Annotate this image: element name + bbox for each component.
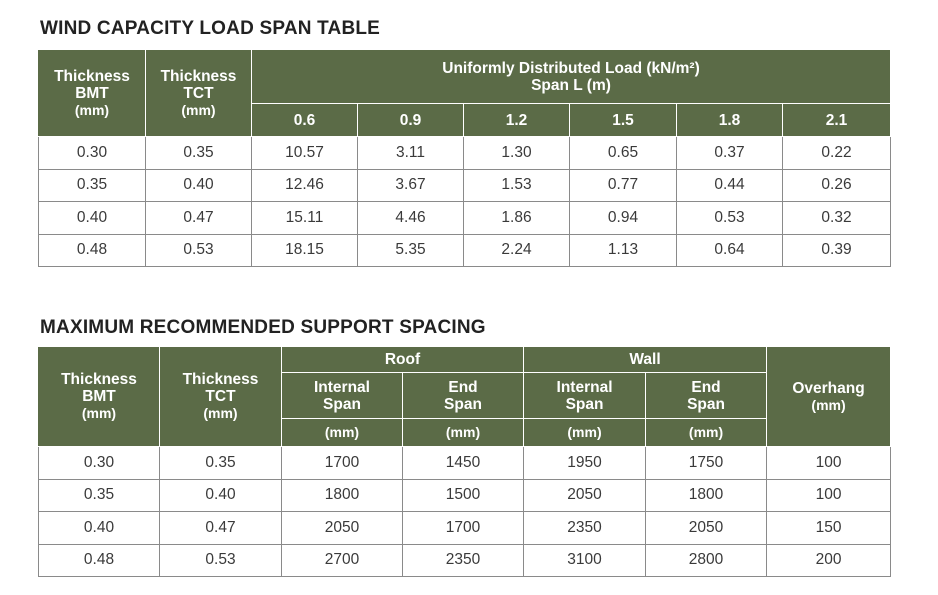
- table-cell: 200: [767, 544, 891, 577]
- unit-wall-end: (mm): [646, 419, 767, 447]
- table-cell: 4.46: [358, 202, 464, 235]
- table-cell: 100: [767, 479, 891, 512]
- table-cell: 1.86: [464, 202, 570, 235]
- table-cell: 10.57: [252, 137, 358, 170]
- table-cell: 0.48: [39, 234, 146, 267]
- table-row: [39, 202, 891, 235]
- support-spacing-body: [39, 447, 891, 577]
- table-cell: 15.11: [252, 202, 358, 235]
- table-cell: 0.37: [677, 137, 783, 170]
- table-cell: 1950: [524, 447, 646, 480]
- table-cell: 150: [767, 512, 891, 545]
- header-wall-internal-span: Internal Span: [524, 373, 646, 419]
- table-row: [39, 479, 891, 512]
- table-cell: 0.30: [39, 137, 146, 170]
- table-cell: 2800: [646, 544, 767, 577]
- table-cell: 2.24: [464, 234, 570, 267]
- header-roof: Roof: [282, 347, 524, 373]
- table-cell: 0.53: [146, 234, 252, 267]
- table-cell: 0.35: [146, 137, 252, 170]
- span-header-cell: 2.1: [783, 104, 891, 137]
- table-cell: 0.65: [570, 137, 677, 170]
- table-cell: 100: [767, 447, 891, 480]
- table-cell: 1800: [282, 479, 403, 512]
- table-cell: 2350: [524, 512, 646, 545]
- table-cell: 0.77: [570, 169, 677, 202]
- table-cell: 2350: [403, 544, 524, 577]
- support-spacing-title: MAXIMUM RECOMMENDED SUPPORT SPACING: [40, 317, 486, 338]
- table-cell: 2050: [524, 479, 646, 512]
- table-cell: 0.53: [160, 544, 282, 577]
- table-cell: 0.40: [146, 169, 252, 202]
- table-cell: 1500: [403, 479, 524, 512]
- header-wall-end-span: End Span: [646, 373, 767, 419]
- header-udl-group: Uniformly Distributed Load (kN/m²) Span L (m): [252, 50, 891, 104]
- table-cell: 12.46: [252, 169, 358, 202]
- unit-roof-internal: (mm): [282, 419, 403, 447]
- span-header-cell: 1.5: [570, 104, 677, 137]
- span-header-cell: 1.8: [677, 104, 783, 137]
- table-row: [39, 447, 891, 480]
- header-wall: Wall: [524, 347, 767, 373]
- table-cell: 1750: [646, 447, 767, 480]
- table-cell: 5.35: [358, 234, 464, 267]
- table-cell: 0.35: [39, 169, 146, 202]
- wind-capacity-body: [39, 137, 891, 267]
- table-cell: 0.40: [160, 479, 282, 512]
- span-header-cell: 0.6: [252, 104, 358, 137]
- support-spacing-table: [38, 346, 891, 577]
- table-cell: 0.39: [783, 234, 891, 267]
- table-cell: 0.40: [39, 202, 146, 235]
- table-cell: 1.13: [570, 234, 677, 267]
- table-cell: 0.35: [160, 447, 282, 480]
- table-cell: 0.26: [783, 169, 891, 202]
- table-cell: 0.94: [570, 202, 677, 235]
- table-row: [39, 544, 891, 577]
- table-cell: 0.22: [783, 137, 891, 170]
- table-cell: 3100: [524, 544, 646, 577]
- table-cell: 1800: [646, 479, 767, 512]
- table-cell: 0.47: [160, 512, 282, 545]
- unit-wall-internal: (mm): [524, 419, 646, 447]
- table-row: [39, 512, 891, 545]
- table-cell: 3.67: [358, 169, 464, 202]
- table-cell: 0.40: [39, 512, 160, 545]
- table-cell: 0.30: [39, 447, 160, 480]
- table-row: [39, 137, 891, 170]
- table-cell: 1700: [282, 447, 403, 480]
- table-row: [39, 169, 891, 202]
- header2-thickness-tct: Thickness TCT (mm): [160, 347, 282, 447]
- table-cell: 18.15: [252, 234, 358, 267]
- table-row: [39, 234, 891, 267]
- table-cell: 1.53: [464, 169, 570, 202]
- unit-roof-end: (mm): [403, 419, 524, 447]
- table-cell: 0.35: [39, 479, 160, 512]
- header-roof-internal-span: Internal Span: [282, 373, 403, 419]
- table-cell: 3.11: [358, 137, 464, 170]
- table-cell: 2700: [282, 544, 403, 577]
- table-cell: 0.53: [677, 202, 783, 235]
- header-roof-end-span: End Span: [403, 373, 524, 419]
- table-cell: 1450: [403, 447, 524, 480]
- wind-capacity-table: [38, 49, 891, 267]
- table-cell: 0.64: [677, 234, 783, 267]
- wind-capacity-title: WIND CAPACITY LOAD SPAN TABLE: [40, 18, 381, 39]
- table-cell: 0.47: [146, 202, 252, 235]
- header-overhang: Overhang (mm): [767, 347, 891, 447]
- table-cell: 0.32: [783, 202, 891, 235]
- table-cell: 2050: [646, 512, 767, 545]
- header-thickness-bmt: Thickness BMT (mm): [39, 50, 146, 137]
- table-cell: 1700: [403, 512, 524, 545]
- table-cell: 2050: [282, 512, 403, 545]
- table-cell: 1.30: [464, 137, 570, 170]
- table-cell: 0.44: [677, 169, 783, 202]
- table-cell: 0.48: [39, 544, 160, 577]
- header-thickness-tct: Thickness TCT (mm): [146, 50, 252, 137]
- span-header-cell: 1.2: [464, 104, 570, 137]
- header2-thickness-bmt: Thickness BMT (mm): [39, 347, 160, 447]
- span-header-cell: 0.9: [358, 104, 464, 137]
